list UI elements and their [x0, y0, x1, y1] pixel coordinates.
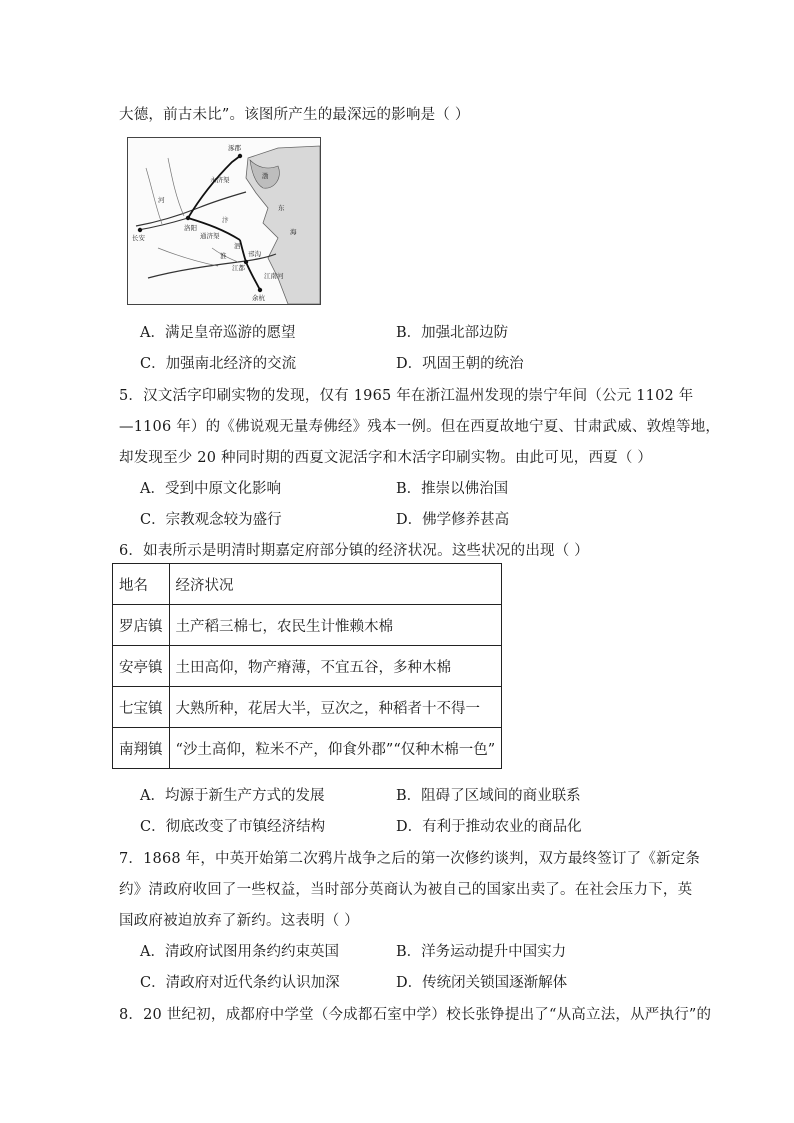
q7-stem-line-2: 约》清政府收回了一些权益，当时部分英商认为被自己的国家出卖了。在社会压力下，英 [119, 882, 693, 898]
table-cell-economy: 土田高仰，物产瘠薄，不宜五谷，多种木棉 [169, 646, 502, 687]
map-label: 江都 [232, 264, 245, 272]
q7-option-b: B．洋务运动提升中国实力 [396, 944, 567, 960]
table-row [113, 605, 502, 646]
map-label: 邗沟 [248, 250, 261, 258]
q6-stem: 6．如表所示是明清时期嘉定府部分镇的经济状况。这些状况的出现（ ） [119, 543, 589, 559]
jiangnan-canal [246, 262, 260, 290]
q7-option-d: D．传统闭关锁国逐渐解体 [396, 975, 568, 991]
q7-stem-line-3: 国政府被迫放弃了新约。这表明（ ） [119, 913, 360, 929]
q6-option-b: B．阻碍了区域间的商业联系 [396, 788, 581, 804]
map-label: 长安 [132, 234, 145, 242]
table-row [113, 687, 502, 728]
grand-canal-map [127, 137, 321, 305]
table-cell-economy: 大熟所种，花居大半，豆次之，种稻者十不得一 [169, 687, 502, 728]
map-label: 永济渠 [210, 176, 230, 184]
map-label: 汴 [222, 216, 229, 224]
q6-option-c: C．彻底改变了市镇经济结构 [140, 819, 326, 835]
map-label: 涿郡 [228, 144, 241, 152]
q5-option-d: D．佛学修养甚高 [396, 512, 510, 528]
map-drawing [128, 138, 320, 304]
q4-option-b: B．加强北部边防 [396, 325, 509, 341]
table-header-row [113, 564, 502, 605]
city-luoyang [186, 216, 190, 220]
q7-option-a: A．清政府试图用条约约束英国 [140, 944, 339, 960]
map-label: 河 [158, 196, 165, 204]
table-cell-town: 罗店镇 [113, 605, 170, 646]
q7-option-c: C．清政府对近代条约认识加深 [140, 975, 340, 991]
map-label: 泗 [234, 242, 241, 250]
table-row [113, 646, 502, 687]
city-zhuojun [238, 154, 242, 158]
q4-option-d: D．巩固王朝的统治 [396, 356, 524, 372]
q5-stem-line-1: 5．汉文活字印刷实物的发现，仅有 1965 年在浙江温州发现的崇宁年间（公元 1102 年 [119, 388, 694, 404]
table-cell-town: 七宝镇 [113, 687, 170, 728]
table-header-cell: 经济状况 [169, 564, 502, 605]
q5-option-b: B．推崇以佛治国 [396, 481, 509, 497]
table-cell-town: 南翔镇 [113, 728, 170, 769]
map-label: 淮 [220, 252, 227, 260]
table-header-cell: 地名 [113, 564, 170, 605]
city-changan [138, 228, 142, 232]
q5-stem-line-3: 却发现至少 20 种同时期的西夏文泥活字和木活字印刷实物。由此可见，西夏（ ） [119, 450, 653, 466]
table-cell-town: 安亭镇 [113, 646, 170, 687]
map-label: 海 [290, 228, 297, 236]
q6-option-a: A．均源于新生产方式的发展 [140, 788, 325, 804]
q5-option-a: A．受到中原文化影响 [140, 481, 281, 497]
q7-stem-line-1: 7．1868 年，中英开始第二次鸦片战争之后的第一次修约谈判，双方最终签订了《新定条 [119, 851, 701, 867]
yellow-river [136, 192, 246, 226]
q4-option-a: A．满足皇帝巡游的愿望 [140, 325, 296, 341]
q4-option-c: C．加强南北经济的交流 [140, 356, 297, 372]
q5-option-c: C．宗教观念较为盛行 [140, 512, 282, 528]
q4-stem-tail: 大德，前古未比”。该图所产生的最深远的影响是（ ） [119, 107, 470, 123]
economy-table [112, 563, 502, 769]
hangou-canal [240, 240, 246, 262]
city-yuhang [258, 288, 262, 292]
map-label: 通济渠 [200, 232, 220, 240]
table-cell-economy: 土产稻三棉七，农民生计惟赖木棉 [169, 605, 502, 646]
map-label: 东 [278, 204, 285, 212]
map-label: 渤 [262, 172, 269, 180]
table-cell-economy: “沙土高仰，粒米不产，仰食外郡”“仅种木棉一色” [169, 728, 502, 769]
map-label: 余杭 [252, 294, 265, 302]
map-label: 江南河 [264, 272, 284, 280]
q6-option-d: D．有利于推动农业的商品化 [396, 819, 582, 835]
q5-stem-line-2: —1106 年）的《佛说观无量寿佛经》残本一例。但在西夏故地宁夏、甘肃武威、敦煌等地， [119, 419, 721, 435]
table-row [113, 728, 502, 769]
q8-stem-line-1: 8．20 世纪初，成都府中学堂（今成都石室中学）校长张铮提出了“从高立法，从严执行”的 [119, 1007, 712, 1023]
map-label: 洛阳 [184, 224, 197, 232]
